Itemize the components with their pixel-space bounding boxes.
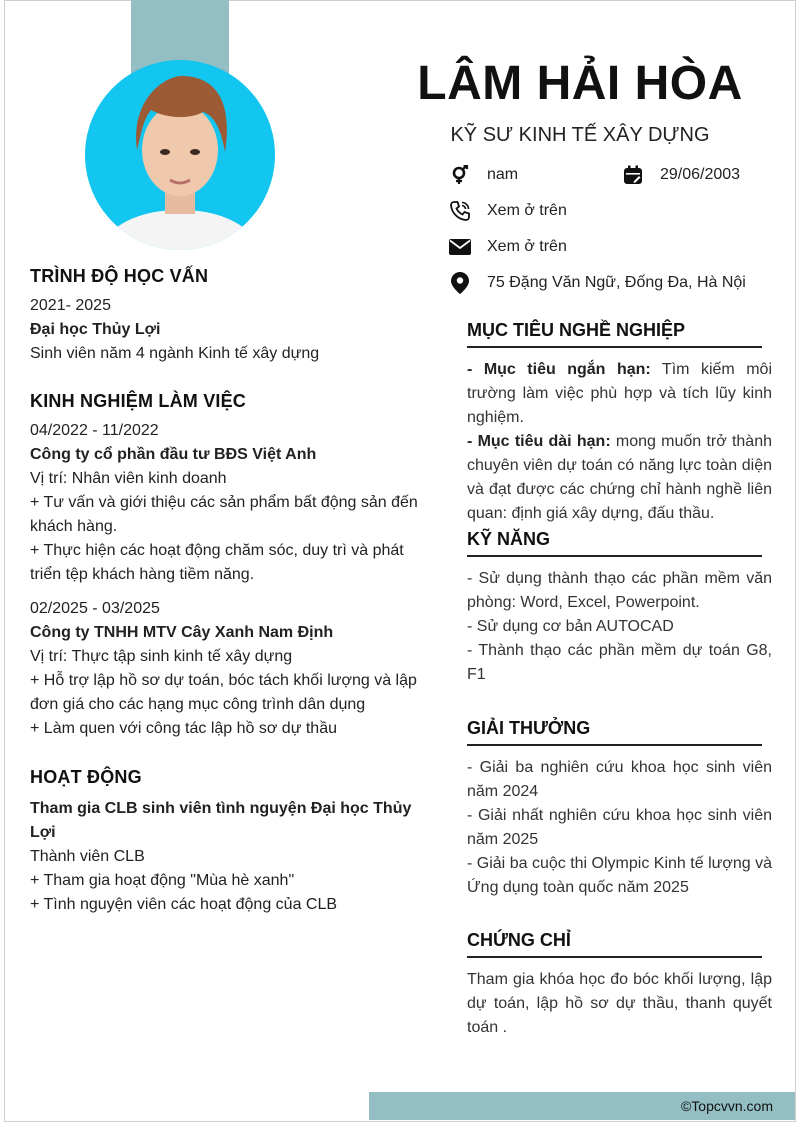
activity-org: Tham gia CLB sinh viên tình nguyện Đại học Thủy Lợi (30, 800, 412, 841)
gender-icon (449, 164, 471, 186)
gender-row (449, 164, 518, 186)
footer-bar (369, 1092, 795, 1120)
skills-section (467, 527, 772, 687)
gender-value: nam (487, 166, 519, 183)
job-detail: + Thực hiện các hoạt động chăm sóc, duy trì và phát triển tệp khách hàng tiềm năng. (30, 542, 404, 583)
education-title: TRÌNH ĐỘ HỌC VẤN (30, 266, 209, 286)
job-detail: + Tư vấn và giới thiệu các sản phẩm bất động sản đến khách hàng. (30, 494, 418, 535)
award-item: - Giải nhất nghiên cứu khoa học sinh viên năm 2025 (467, 807, 772, 848)
job-entry (30, 597, 420, 741)
award-item: - Giải ba cuộc thi Olympic Kinh tế lượng và Ứng dụng toàn quốc năm 2025 (467, 855, 772, 896)
job-position: Vị trí: Nhân viên kinh doanh (30, 470, 227, 487)
birthday-value: 29/06/2003 (660, 166, 741, 183)
education-period: 2021- 2025 (30, 297, 111, 314)
awards-section (467, 716, 772, 900)
award-item: - Giải ba nghiên cứu khoa học sinh viên năm 2024 (467, 759, 772, 800)
education-desc: Sinh viên năm 4 ngành Kinh tế xây dựng (30, 345, 320, 362)
activity-detail: + Tham gia hoạt động "Mùa hè xanh" (30, 872, 295, 889)
avatar (85, 60, 275, 250)
certificates-title: CHỨNG CHỈ (467, 928, 762, 958)
activities-section (30, 765, 420, 917)
job-period: 02/2025 - 03/2025 (30, 600, 160, 617)
experience-title: KINH NGHIỆM LÀM VIỆC (30, 391, 247, 411)
activity-detail: + Tình nguyện viên các hoạt động của CLB (30, 896, 338, 913)
job-company: Công ty cổ phần đầu tư BĐS Việt Anh (30, 446, 317, 463)
map-pin-icon (449, 272, 471, 294)
certificate-text: Tham gia khóa học đo bóc khối lượng, lập dự toán, lập hồ sơ dự thầu, thanh quyết toán . (467, 971, 772, 1036)
job-position: Vị trí: Thực tập sinh kinh tế xây dựng (30, 648, 293, 665)
skill-item: - Sử dụng cơ bản AUTOCAD (467, 618, 674, 635)
candidate-role: KỸ SƯ KINH TẾ XÂY DỰNG (450, 124, 710, 146)
address-value: 75 Đặng Văn Ngữ, Đống Đa, Hà Nội (487, 274, 746, 291)
objective-section (467, 318, 772, 526)
skill-item: - Thành thạo các phần mềm dự toán G8, F1 (467, 642, 772, 683)
skill-item: - Sử dụng thành thạo các phần mềm văn phòng: Word, Excel, Powerpoint. (467, 570, 772, 611)
avatar-photo (85, 60, 275, 250)
certificates-section (467, 928, 772, 1040)
candidate-name: LÂM HẢI HÒA (417, 57, 743, 110)
objective-short-label: - Mục tiêu ngắn hạn: (467, 361, 651, 378)
calendar-icon (622, 164, 644, 186)
education-section (30, 264, 420, 366)
email-row (449, 236, 567, 258)
job-entry (30, 419, 420, 587)
objective-title: MỤC TIÊU NGHỀ NGHIỆP (467, 318, 762, 348)
activities-title: HOẠT ĐỘNG (30, 767, 142, 787)
objective-long (467, 430, 772, 526)
objective-long-label: - Mục tiêu dài hạn: (467, 433, 611, 450)
objective-short-text: Tìm kiếm môi trường làm việc phù hợp và tích lũy kinh nghiệm. (467, 361, 773, 426)
job-detail: + Làm quen với công tác lập hồ sơ dự thầu (30, 720, 337, 737)
job-period: 04/2022 - 11/2022 (30, 422, 159, 439)
birthday-row (622, 164, 740, 186)
objective-short (467, 358, 772, 430)
phone-row (449, 200, 567, 222)
envelope-icon (449, 236, 471, 258)
experience-section (30, 389, 420, 741)
footer-credit[interactable]: ©Topcvvn.com (680, 1098, 773, 1114)
awards-title: GIẢI THƯỞNG (467, 716, 762, 746)
email-value[interactable]: Xem ở trên (487, 238, 567, 255)
job-detail: + Hỗ trợ lập hồ sơ dự toán, bóc tách khối lượng và lập đơn giá cho các hạng mục công trình dân dụng (30, 672, 417, 713)
activity-role: Thành viên CLB (30, 848, 145, 865)
job-company: Công ty TNHH MTV Cây Xanh Nam Định (30, 624, 334, 641)
phone-value[interactable]: Xem ở trên (487, 202, 567, 219)
address-row (449, 272, 746, 294)
skills-title: KỸ NĂNG (467, 527, 762, 557)
phone-icon (449, 200, 471, 222)
education-school: Đại học Thủy Lợi (30, 321, 161, 338)
objective-long-text: mong muốn trở thành chuyên viên dự toán có năng lực toàn diện và đạt được các chứng chỉ hành nghề liên quan: định giá xây dựng, đấu thầu. (467, 433, 772, 522)
